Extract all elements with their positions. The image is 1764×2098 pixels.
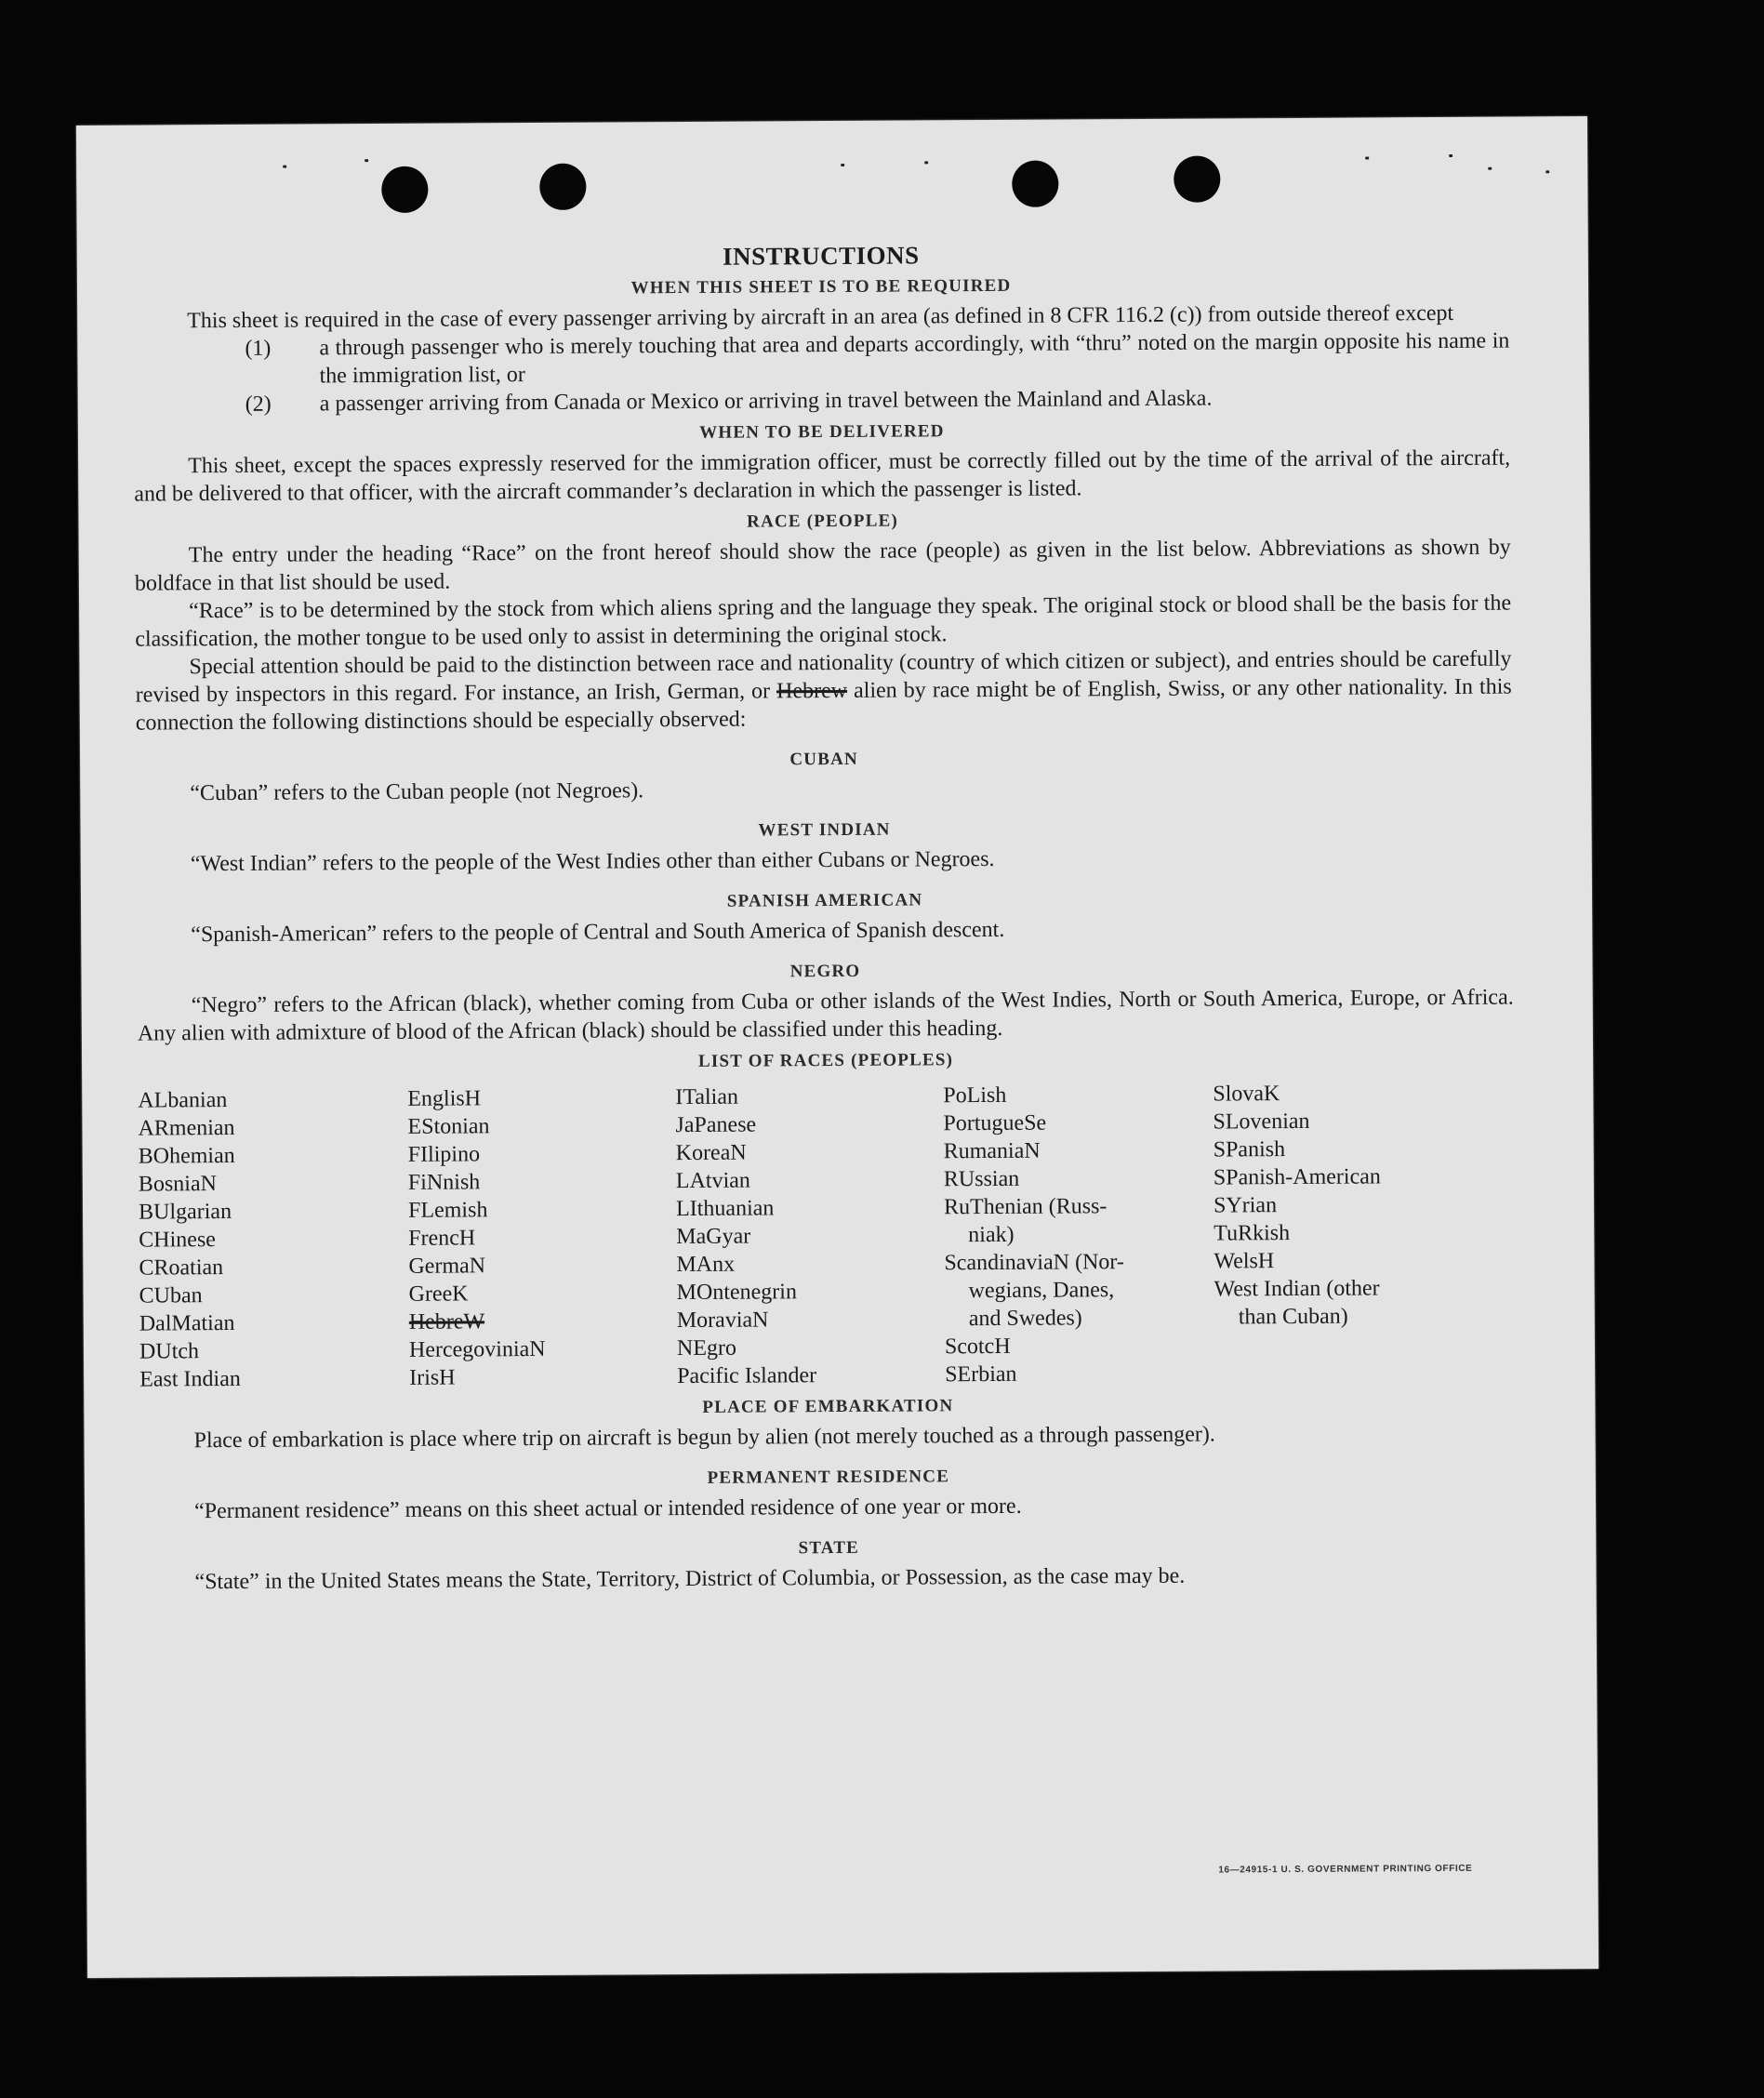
- instructions-content: [133, 238, 1518, 1597]
- race-entry: SLovenian: [1213, 1109, 1310, 1135]
- race-entry: CUban: [139, 1283, 203, 1308]
- race-entry-continued: niak): [968, 1222, 1015, 1248]
- race-entry: SYrian: [1213, 1193, 1278, 1218]
- race-entry: RumaniaN: [943, 1138, 1041, 1164]
- race-entry: GermaN: [408, 1254, 486, 1279]
- races-column: [943, 1081, 1214, 1389]
- race-entry: West Indian (other: [1214, 1276, 1380, 1302]
- race-entry: DUtch: [139, 1339, 200, 1364]
- race-entry: LIthuanian: [675, 1196, 775, 1222]
- race-entry: BUlgarian: [138, 1199, 232, 1225]
- speck: [283, 166, 286, 168]
- race-entry: KoreaN: [675, 1140, 747, 1166]
- residence-text: “Permanent residence” means on this sheet actual or intended residence of one year or more.: [193, 1494, 1022, 1524]
- punch-hole: [381, 166, 428, 213]
- race-entry: East Indian: [139, 1366, 241, 1392]
- race-entry: CRoatian: [139, 1255, 224, 1281]
- race-entry: CHinese: [139, 1228, 216, 1253]
- race-entry: BOhemian: [138, 1143, 235, 1169]
- races-column: [1213, 1079, 1484, 1388]
- embarkation-text: Place of embarkation is place where trip on aircraft is begun by alien (not merely touched as a through passenger).: [193, 1422, 1215, 1454]
- race-entry: PoLish: [943, 1082, 1007, 1109]
- race-entry: FLemish: [407, 1198, 488, 1223]
- item-number: (1): [245, 336, 272, 361]
- race-entry: NEgro: [676, 1335, 737, 1361]
- punch-hole: [1012, 161, 1058, 207]
- race-paragraph-2: “Race” is to be determined by the stock from which aliens spring and the language they speak. The original stock or blood shall be the basis for the classification, the mother tongue to be used only to assist in determining the original stock.: [135, 591, 1512, 652]
- race-entry: SErbian: [945, 1361, 1017, 1388]
- speck: [365, 159, 368, 162]
- race-paragraph-3: [135, 645, 1512, 737]
- heading-when-required: WHEN THIS SHEET IS TO BE REQUIRED: [630, 275, 1012, 299]
- race-entry: ARmenian: [138, 1115, 235, 1141]
- page-title: INSTRUCTIONS: [722, 241, 920, 271]
- when-delivered-text: This sheet, except the spaces expressly reserved for the immigration officer, must be correctly filled out by the time of the arrival of the aircraft, and be delivered to that officer, with the aircraft commander’s declaration in which the passenger is listed.: [134, 445, 1511, 507]
- race-entry: MaGyar: [676, 1224, 751, 1250]
- item-text: a passenger arriving from Canada or Mexico or arriving in travel between the Mainland and Alaska.: [319, 386, 1213, 417]
- speck: [841, 164, 844, 166]
- race-entry: SlovaK: [1213, 1082, 1280, 1107]
- punch-hole: [539, 164, 586, 210]
- races-column: [675, 1082, 945, 1390]
- race-entry: SPanish: [1213, 1137, 1286, 1162]
- heading-when-delivered: WHEN TO BE DELIVERED: [699, 421, 945, 443]
- speck: [1449, 154, 1452, 157]
- exception-item: [133, 327, 1509, 392]
- printing-office-code: 16—24915-1 U. S. GOVERNMENT PRINTING OFFICE: [1218, 1863, 1473, 1876]
- speck: [924, 161, 928, 164]
- race-entry: FiNnish: [407, 1170, 481, 1195]
- race-entry-continued: wegians, Danes,: [968, 1278, 1115, 1304]
- race-entry: ScotcH: [944, 1334, 1011, 1360]
- heading-race: RACE (PEOPLE): [747, 511, 899, 532]
- document-sheet: [76, 116, 1598, 1978]
- heading-permanent-residence: PERMANENT RESIDENCE: [707, 1467, 950, 1488]
- heading-negro: NEGRO: [789, 961, 861, 982]
- cuban-text: “Cuban” refers to the Cuban people (not Negroes).: [190, 778, 644, 806]
- race-entry-continued: and Swedes): [968, 1306, 1082, 1332]
- heading-list-of-races: LIST OF RACES (PEOPLES): [697, 1050, 954, 1071]
- race-entry: RuThenian (Russ-: [943, 1194, 1107, 1220]
- race-entry: FrencH: [408, 1226, 476, 1251]
- west-indian-text: “West Indian” refers to the people of the West Indies other than either Cubans or Negroes.: [190, 846, 995, 877]
- heading-embarkation: PLACE OF EMBARKATION: [702, 1396, 954, 1417]
- heading-cuban: CUBAN: [789, 749, 858, 770]
- struck-word: Hebrew: [776, 678, 848, 704]
- heading-west-indian: WEST INDIAN: [758, 819, 891, 841]
- race-entry-struck: HebreW: [408, 1309, 485, 1334]
- race-entry: DalMatian: [139, 1310, 235, 1336]
- race-entry: MoraviaN: [676, 1308, 769, 1334]
- race-entry: HercegoviniaN: [408, 1336, 546, 1362]
- race-entry: EStonian: [407, 1114, 490, 1139]
- race-entry: MOntenegrin: [676, 1280, 797, 1306]
- heading-spanish-american: SPANISH AMERICAN: [726, 890, 923, 911]
- race-entry: RUssian: [943, 1166, 1020, 1192]
- when-required-intro: This sheet is required in the case of every passenger arriving by aircraft in an area (as defined in 8 CFR 116.2 (c)) from outside thereof except: [187, 300, 1454, 334]
- heading-state: STATE: [798, 1537, 860, 1559]
- race-entry: FIlipino: [407, 1142, 481, 1167]
- race-paragraph-3-start: Special attention should be paid to the distinction between race and nationality (country of which citizen or subject), and entries should be carefully revised by inspectors in this regard. For instance, an Irish, German, or: [135, 646, 1512, 708]
- race-entry: IrisH: [409, 1365, 456, 1390]
- item-number: (2): [245, 392, 272, 417]
- races-list: [138, 1079, 1516, 1394]
- race-entry: ITalian: [675, 1084, 739, 1110]
- race-entry: WelsH: [1214, 1249, 1275, 1274]
- speck: [1365, 156, 1369, 159]
- punch-hole: [1174, 155, 1220, 202]
- race-entry: EnglisH: [407, 1086, 482, 1111]
- race-entry: GreeK: [408, 1281, 469, 1307]
- state-text: “State” in the United States means the State, Territory, District of Columbia, or Possession, as the case may be.: [194, 1563, 1186, 1595]
- negro-text: “Negro” refers to the African (black), whether coming from Cuba or other islands of the West Indies, North or South America, Europe, or Africa. Any alien with admixture of blood of the African (black) should be classified under this heading.: [137, 985, 1514, 1046]
- item-text: a through passenger who is merely touching that area and departs accordingly, with “thru” noted on the margin opposite his name in the immigration list, or: [319, 328, 1510, 389]
- race-entry: ALbanian: [138, 1088, 228, 1113]
- race-paragraph-3-end: alien by race might be of English, Swiss, or any other nationality. In this connection the following distinctions should be especially observed:: [135, 674, 1512, 736]
- race-paragraph-1: The entry under the heading “Race” on the front hereof should show the race (people) as given in the list below. Abbreviations as shown by boldface in that list should be used.: [134, 535, 1511, 596]
- race-entry: ScandinaviaN (Nor-: [944, 1250, 1124, 1276]
- race-entry-continued: than Cuban): [1238, 1304, 1348, 1330]
- race-entry: PortugueSe: [943, 1110, 1047, 1136]
- race-entry: TuRkish: [1214, 1221, 1291, 1246]
- speck: [1488, 167, 1492, 170]
- race-entry: SPanish-American: [1213, 1164, 1381, 1190]
- race-entry: MAnx: [676, 1252, 736, 1278]
- race-entry: LAtvian: [675, 1168, 750, 1194]
- races-column: [138, 1085, 409, 1394]
- speck: [1545, 170, 1549, 173]
- races-column: [407, 1083, 677, 1392]
- race-entry: BosniaN: [138, 1172, 217, 1197]
- race-entry: Pacific Islander: [677, 1363, 817, 1389]
- spanish-american-text: “Spanish-American” refers to the people of Central and South America of Spanish descent.: [191, 917, 1005, 948]
- race-entry: JaPanese: [675, 1112, 757, 1138]
